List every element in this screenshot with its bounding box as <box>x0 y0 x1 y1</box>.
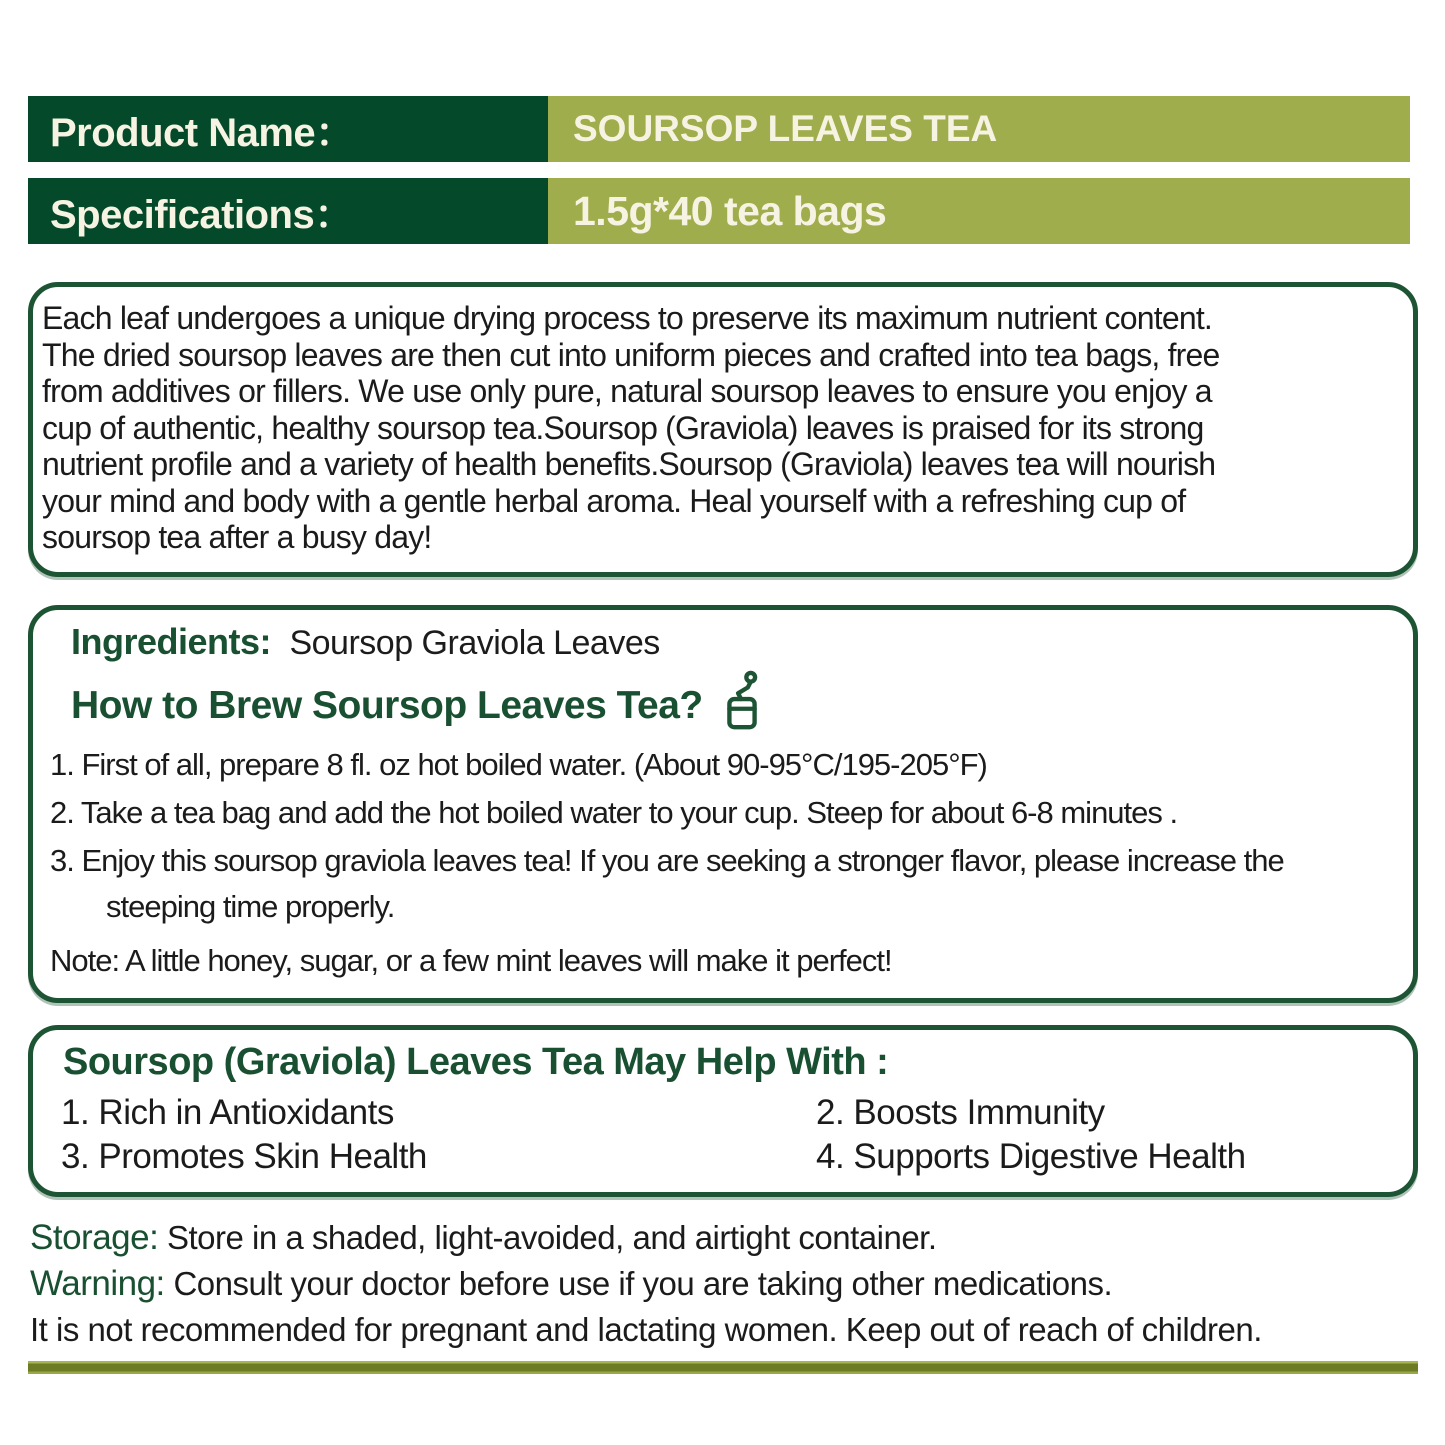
description-line: your mind and body with a gentle herbal aroma. Heal yourself with a refreshing cup of <box>42 482 1186 519</box>
specifications-row <box>28 178 1410 244</box>
specifications-value: 1.5g*40 tea bags <box>548 178 1410 244</box>
brew-note: Note: A little honey, sugar, or a few mint leaves will make it perfect! <box>50 942 892 978</box>
benefit-item: 1. Rich in Antioxidants <box>61 1092 394 1132</box>
description-box <box>28 282 1418 577</box>
storage-label: Storage: <box>30 1217 159 1257</box>
benefit-item: 2. Boosts Immunity <box>816 1092 1105 1132</box>
brew-step: 2. Take a tea bag and add the hot boiled water to your cup. Steep for about 6-8 minutes . <box>50 794 1178 830</box>
description-line: nutrient profile and a variety of health benefits.Soursop (Graviola) leaves tea will nourish <box>42 446 1216 482</box>
storage-line <box>30 1215 1417 1261</box>
brew-heading-row <box>33 678 1401 730</box>
benefit-item: 4. Supports Digestive Health <box>816 1136 1246 1176</box>
benefits-heading: Soursop (Graviola) Leaves Tea May Help With : <box>63 1040 889 1083</box>
product-name-row <box>28 96 1410 162</box>
brew-steps-list <box>33 742 1401 930</box>
warning-label: Warning: <box>30 1263 165 1303</box>
benefit-item: 3. Promotes Skin Health <box>61 1136 427 1176</box>
ingredients-value: Soursop Graviola Leaves <box>289 623 660 662</box>
brew-step: 3. Enjoy this soursop graviola leaves tea! If you are seeking a stronger flavor, please increase the steeping time properly. <box>50 842 1284 924</box>
brew-instructions-box <box>28 605 1418 1003</box>
description-line: The dried soursop leaves are then cut into uniform pieces and crafted into tea bags, free <box>42 336 1220 373</box>
product-name-value: SOURSOP LEAVES TEA <box>548 96 1410 162</box>
warning-text: Consult your doctor before use if you are taking other medications. <box>173 1264 1113 1302</box>
warning-line-2: It is not recommended for pregnant and lactating women. Keep out of reach of children. <box>30 1310 1262 1348</box>
tea-bag-icon <box>721 670 763 732</box>
product-spec-table <box>28 96 1410 244</box>
benefits-grid <box>33 1092 1401 1178</box>
brew-step: 1. First of all, prepare 8 fl. oz hot boiled water. (About 90-95°C/195-205°F) <box>50 746 987 782</box>
description-line: cup of authentic, healthy soursop tea.Soursop (Graviola) leaves is praised for its strong <box>42 409 1204 446</box>
description-line: from additives or fillers. We use only pure, natural soursop leaves to ensure you enjoy a <box>42 373 1212 409</box>
bottom-divider-bar <box>28 1361 1418 1374</box>
description-line: Each leaf undergoes a unique drying process to preserve its maximum nutrient content. <box>42 300 1213 336</box>
storage-warning-section <box>0 1215 1445 1353</box>
benefits-box <box>28 1025 1418 1197</box>
brew-heading: How to Brew Soursop Leaves Tea? <box>71 683 703 727</box>
description-line: soursop tea after a busy day! <box>42 519 432 555</box>
product-name-label: Product Name： <box>28 96 548 162</box>
ingredients-line <box>33 622 1401 670</box>
storage-text: Store in a shaded, light-avoided, and airtight container. <box>166 1218 937 1256</box>
specifications-label: Specifications： <box>28 178 548 244</box>
warning-line <box>30 1261 1417 1307</box>
ingredients-label: Ingredients: <box>71 620 272 662</box>
